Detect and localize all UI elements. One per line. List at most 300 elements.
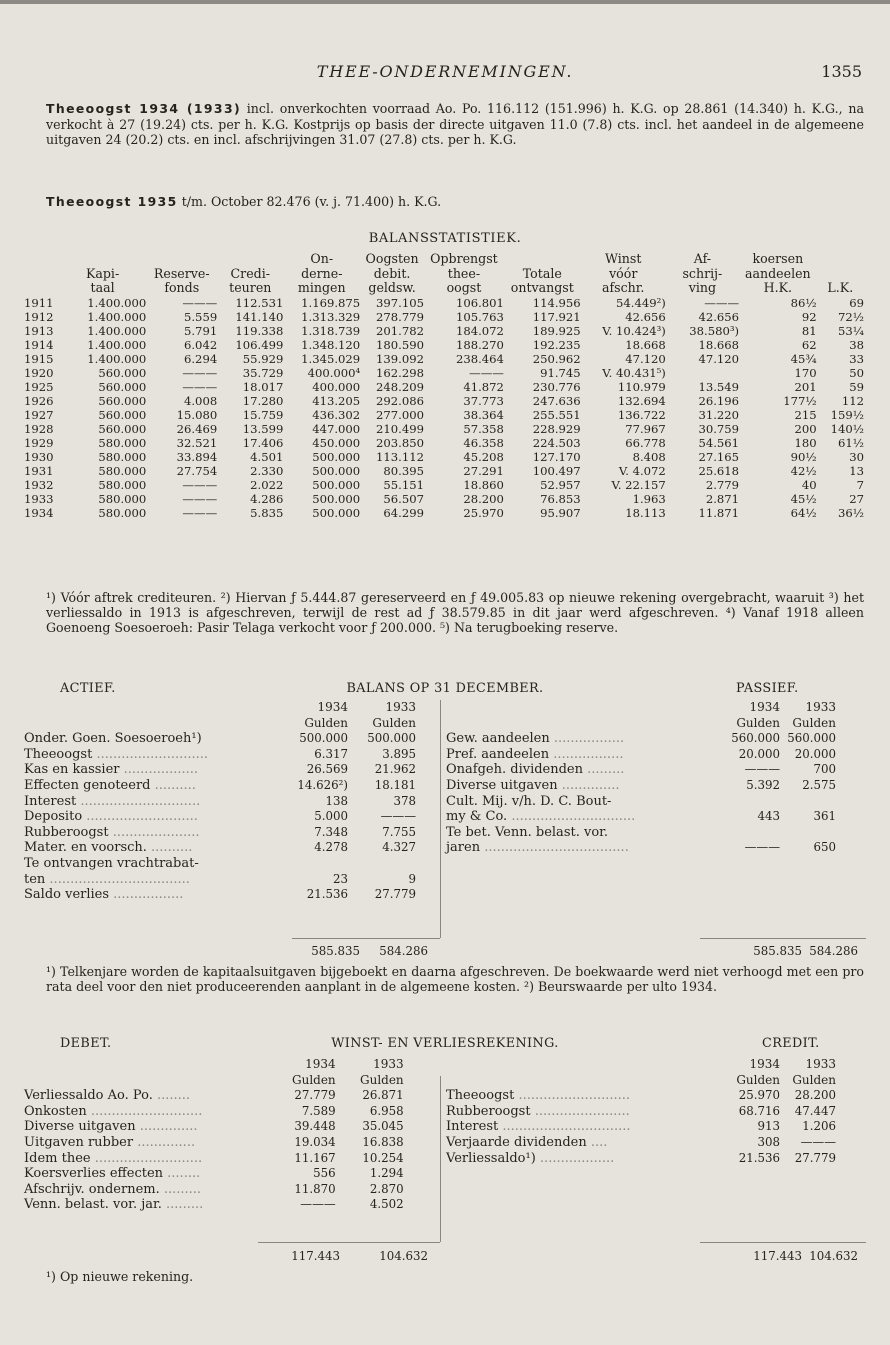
stat-header-cell (24, 281, 59, 296)
credit-dot-leader: ............................... (498, 1119, 631, 1135)
debet-row (24, 1135, 404, 1151)
stat-cell: 40 (801, 477, 817, 492)
stat-header-cell: aandeelen (744, 265, 811, 281)
debet-dot-leader: .............. (133, 1134, 196, 1150)
debet-amount-a: 11.870 (294, 1181, 336, 1196)
credit-year-b: 1933 (805, 1057, 836, 1071)
passief-dot-leader: ................. (549, 746, 624, 762)
debet-label: Idem thee (24, 1150, 91, 1166)
stat-header-row (24, 252, 864, 267)
actief-amount-a: 23 (332, 871, 348, 886)
passief-amount-a: 20.000 (738, 746, 780, 761)
credit-total-b: 104.632 (809, 1249, 858, 1263)
actief-amount-b: 378 (393, 793, 416, 808)
debet-total-b: 104.632 (379, 1249, 428, 1263)
actief-amount-b: 4.327 (382, 840, 416, 855)
stat-row-1932 (24, 478, 864, 492)
stat-year: 1915 (24, 351, 54, 366)
stat-header-cell: Opbrengst (430, 251, 498, 266)
passief-amount-b (780, 794, 836, 810)
stat-cell: 580.000 (98, 477, 147, 492)
stat-cell: 27 (849, 491, 864, 506)
stat-cell: 119.338 (235, 323, 284, 338)
passief-label: jaren (446, 840, 481, 856)
stat-cell: 11.871 (698, 505, 740, 520)
actief-label-cell (24, 825, 292, 841)
credit-label: Verliessaldo¹) (446, 1150, 536, 1166)
passief-dot-leader: ......... (583, 762, 625, 778)
passief-amount-a: 443 (757, 809, 780, 824)
passief-label: PASSIEF. (736, 681, 799, 696)
credit-label-cell (446, 1088, 728, 1104)
stat-cell: 45¾ (790, 351, 817, 366)
passief-row (446, 809, 836, 825)
intro-text-1: incl. onverkochten voorraad Ao. Po. 116.112 (151.996) h. K.G. op 28.861 (14.340) h. K.G., na verkocht à 27 (19.24) cts. per h. K.G. Kostprijs op basis der directe uitgaven 11.0 (7.8) cts. incl. het aandeel in de algemeene uitgaven 24 (20.2) cts. en incl. afschrijvingen 31.07 (27.8) cts. per h. K.G. (46, 101, 864, 147)
passief-unit-a: Gulden (736, 715, 780, 730)
stat-header-cell: derne- (301, 265, 343, 281)
stat-cell: 180 (794, 435, 817, 450)
actief-table (24, 700, 416, 903)
actief-dot-leader: .......... (146, 840, 193, 856)
passief-amount-a (728, 825, 780, 841)
stat-cell: 6.294 (184, 351, 218, 366)
credit-label-cell (446, 1104, 728, 1120)
credit-label-cell (446, 1151, 728, 1167)
stat-cell: 4.286 (250, 491, 284, 506)
stat-header-cell (504, 252, 581, 267)
stat-cell: 76.853 (540, 491, 581, 506)
passief-label: Cult. Mij. v/h. D. C. Bout- (446, 793, 612, 809)
actief-label-cell (24, 778, 292, 794)
debet-dot-leader: ......... (159, 1181, 202, 1197)
passief-amount-a (728, 794, 780, 810)
stat-year: 1920 (24, 365, 54, 380)
stat-cell: 140½ (830, 421, 864, 436)
stat-cell: 27.754 (176, 463, 218, 478)
stat-row-1934 (24, 506, 864, 520)
actief-amount-b: ——— (380, 809, 416, 824)
debet-amount-a: 556 (313, 1166, 336, 1181)
stat-cell: 15.080 (176, 407, 218, 422)
winst-title: WINST- EN VERLIESREKENING. (331, 1036, 559, 1051)
stat-cell: 66.778 (625, 435, 666, 450)
credit-row (446, 1088, 836, 1104)
stat-cell (666, 366, 739, 380)
debet-label: Venn. belast. vor. jar. (24, 1197, 162, 1213)
credit-amount-a: 308 (757, 1134, 780, 1149)
passief-dot-leader: .............. (557, 777, 620, 793)
passief-amount-a: ——— (744, 762, 780, 777)
stat-cell: 4.501 (250, 449, 284, 464)
actief-label-cell (24, 840, 292, 856)
stat-header-cell: thee- (447, 265, 481, 281)
stat-header-cell: Winst (605, 251, 642, 266)
stat-cell: 277.000 (376, 407, 424, 422)
stat-header-cell: Reserve- (153, 265, 210, 281)
debet-label: Onkosten (24, 1103, 87, 1119)
actief-amount-b: 3.895 (382, 746, 416, 761)
stat-cell: 80.395 (383, 463, 424, 478)
credit-label: Interest (446, 1119, 499, 1135)
credit-label: Rubberoogst (446, 1103, 531, 1119)
passief-label-cell (446, 809, 728, 825)
debet-label: Afschrijv. ondernem. (24, 1181, 160, 1197)
passief-amount-b: 560.000 (787, 731, 836, 746)
stat-cell: 560.000 (98, 421, 147, 436)
stat-header-cell: schrij- (682, 265, 723, 281)
stat-cell: 400.000 (312, 379, 361, 394)
stat-header-cell (817, 252, 864, 267)
stat-cell: 18.668 (698, 337, 740, 352)
stat-header-cell: L.K. (827, 280, 854, 295)
stat-header-cell (59, 252, 146, 267)
actief-label: Rubberoogst (24, 824, 109, 840)
stat-cell: 210.499 (376, 421, 424, 436)
stat-cell: 132.694 (617, 393, 666, 408)
stat-cell: 28.200 (463, 491, 504, 506)
stat-header-row (24, 281, 864, 296)
actief-row (24, 762, 416, 778)
stat-cell: 1.400.000 (87, 351, 147, 366)
stat-cell: 500.000 (312, 505, 361, 520)
passief-amount-b: 20.000 (794, 746, 836, 761)
credit-amount-a: 25.970 (738, 1088, 780, 1103)
stat-header-cell: taal (90, 280, 115, 295)
credit-row (446, 1151, 836, 1167)
stat-cell: V. 10.424³) (602, 323, 666, 338)
credit-dot-leader: ....................... (530, 1103, 630, 1119)
stat-cell: 177½ (783, 393, 817, 408)
stat-row-1913 (24, 324, 864, 338)
actief-amount-b: 27.779 (374, 887, 416, 902)
debet-amount-a: 7.589 (301, 1103, 336, 1118)
stat-header-cell (217, 252, 283, 267)
actief-amount-a: 4.278 (314, 840, 348, 855)
passief-row (446, 794, 836, 810)
debet-row (24, 1182, 404, 1198)
actief-total-b: 584.286 (379, 944, 428, 958)
stat-cell: 580.000 (98, 449, 147, 464)
actief-label: Saldo verlies (24, 887, 110, 903)
stat-cell: 224.503 (532, 435, 581, 450)
stat-year: 1933 (24, 491, 54, 506)
actief-label-cell (24, 856, 292, 872)
stat-cell: 55.151 (383, 477, 424, 492)
passief-amount-a: ——— (744, 840, 780, 855)
stat-cell: 5.559 (184, 309, 218, 324)
debet-unit-b: Gulden (360, 1072, 404, 1087)
debet-label-cell (24, 1197, 292, 1213)
passief-row (446, 825, 836, 841)
stat-cell: 184.072 (455, 323, 504, 338)
stat-cell: 33 (849, 351, 864, 366)
stat-cell: 580.000 (98, 435, 147, 450)
stat-header-cell: Credi- (230, 265, 271, 281)
stat-cell: 47.120 (698, 351, 740, 366)
stat-cell: 580.000 (98, 491, 147, 506)
stat-row-1933 (24, 492, 864, 506)
debet-label-cell (24, 1166, 292, 1182)
stat-cell: 38.580³) (689, 323, 740, 338)
passief-label-cell (446, 762, 728, 778)
debet-amount-a: 27.779 (294, 1088, 336, 1103)
stat-cell: V. 40.431⁵) (602, 365, 666, 380)
credit-row (446, 1119, 836, 1135)
stat-year: 1932 (24, 477, 54, 492)
actief-label: Mater. en voorsch. (24, 840, 147, 856)
credit-amount-a: 21.536 (738, 1150, 780, 1165)
stat-cell: 95.907 (540, 505, 581, 520)
debet-total-a: 117.443 (291, 1249, 340, 1263)
stat-cell: 38 (849, 337, 864, 352)
stat-cell: 90½ (790, 449, 817, 464)
actief-row (24, 840, 416, 856)
stat-cell: 18.017 (242, 379, 284, 394)
actief-label: Onder. Goen. Soesoeroeh¹) (24, 731, 202, 747)
credit-label: CREDIT. (762, 1036, 820, 1051)
stat-row-1915 (24, 352, 864, 366)
debet-table (24, 1057, 404, 1213)
passief-label: Gew. aandeelen (446, 731, 550, 747)
stat-cell: ——— (182, 505, 218, 520)
stat-cell: 64½ (790, 505, 817, 520)
debet-dot-leader: .......................... (90, 1150, 203, 1166)
stat-cell: 560.000 (98, 407, 147, 422)
stat-cell: 200 (794, 421, 817, 436)
passief-label-cell (446, 840, 728, 856)
stat-cell: 30 (849, 449, 864, 464)
actief-year-a: 1934 (317, 700, 348, 714)
actief-unit-b: Gulden (372, 715, 416, 730)
debet-unit-a: Gulden (292, 1072, 336, 1087)
stat-cell: 32.521 (176, 435, 218, 450)
intro-lead-1: Theeoogst 1934 (1933) (46, 101, 242, 116)
passief-total-rule (700, 938, 866, 939)
credit-label-cell (446, 1119, 728, 1135)
actief-dot-leader: .................................. (45, 871, 190, 887)
stat-row-1930 (24, 450, 864, 464)
stat-cell: 400.000⁴ (307, 365, 361, 380)
stat-year: 1912 (24, 309, 54, 324)
passief-amount-b: 700 (813, 762, 836, 777)
stat-year: 1925 (24, 379, 54, 394)
passief-row (446, 747, 836, 763)
actief-dot-leader: ............................. (76, 793, 201, 809)
credit-amount-b: 28.200 (794, 1088, 836, 1103)
stat-cell: 50 (849, 365, 864, 380)
credit-table (446, 1057, 836, 1166)
actief-amount-a: 5.000 (314, 809, 348, 824)
stat-cell: 59 (849, 379, 864, 394)
stat-cell: 2.330 (250, 463, 284, 478)
stat-year: 1927 (24, 407, 54, 422)
debet-label: DEBET. (60, 1036, 112, 1051)
debet-row (24, 1088, 404, 1104)
stat-cell: 18.113 (625, 505, 666, 520)
page-title: THEE-ONDERNEMINGEN. (316, 62, 574, 81)
passief-label: Pref. aandeelen (446, 746, 550, 762)
stat-cell: 4.008 (184, 393, 218, 408)
stat-header-cell (817, 267, 864, 282)
stat-cell: 114.956 (532, 295, 581, 310)
debet-row (24, 1197, 404, 1213)
stat-cell: 112.531 (235, 295, 284, 310)
stat-cell: 201 (794, 379, 817, 394)
stat-row-1912 (24, 310, 864, 324)
actief-row (24, 778, 416, 794)
credit-amount-b: 1.206 (802, 1119, 836, 1134)
actief-label-cell (24, 809, 292, 825)
actief-row (24, 856, 416, 872)
stat-row-1926 (24, 394, 864, 408)
actief-label-cell (24, 762, 292, 778)
actief-amount-b: 500.000 (367, 731, 416, 746)
actief-amount-a: 14.626²) (297, 777, 348, 792)
scan-edge (0, 0, 890, 4)
stat-header-cell: Oogsten (365, 251, 419, 266)
stat-cell: 54.561 (698, 435, 740, 450)
debet-dot-leader: ........ (152, 1088, 191, 1104)
debet-year-b: 1933 (373, 1057, 404, 1071)
debet-dot-leader: ......... (161, 1197, 204, 1213)
passief-year-a: 1934 (749, 700, 780, 714)
debet-row (24, 1166, 404, 1182)
debet-row (24, 1119, 404, 1135)
stat-cell: 27.165 (698, 449, 740, 464)
stat-year: 1926 (24, 393, 54, 408)
stat-cell: 112 (841, 393, 864, 408)
passief-row (446, 778, 836, 794)
actief-year-b: 1933 (385, 700, 416, 714)
actief-row (24, 872, 416, 888)
actief-label: Te ontvangen vrachtrabat- (24, 855, 199, 871)
actief-row (24, 731, 416, 747)
stat-cell: 1.400.000 (87, 309, 147, 324)
stat-year: 1930 (24, 449, 54, 464)
stat-cell: 247.636 (532, 393, 581, 408)
stat-cell: 5.791 (184, 323, 218, 338)
stat-cell: 215 (794, 407, 817, 422)
stat-cell: 1.400.000 (87, 323, 147, 338)
stat-cell: 1.345.029 (301, 351, 361, 366)
debet-label-cell (24, 1135, 292, 1151)
stat-cell: 62 (801, 337, 817, 352)
stat-cell: 180.590 (376, 337, 424, 352)
actief-label: Interest (24, 793, 77, 809)
stat-cell: 33.894 (176, 449, 218, 464)
actief-dot-leader: ........................... (92, 746, 209, 762)
actief-dot-leader: .................. (119, 762, 199, 778)
credit-dot-leader: ........................... (514, 1088, 631, 1104)
stat-cell: 278.779 (376, 309, 424, 324)
passief-amount-b (780, 825, 836, 841)
balansstatistiek-footnote: ¹) Vóór aftrek crediteuren. ²) Hiervan ƒ 5.444.87 gereserveerd en ƒ 49.005.83 op nieuwe rekening overgebracht, waaruit ³) het verliessaldo in 1913 is afgeschreven, terwijl de rest ad ƒ 38.579.85 in dit jaar werd afgeschreven. ⁴) Vanaf 1918 alleen Goenoeng Soesoeroeh: Pasir Telaga verkocht voor ƒ 200.000. ⁵) Na terugboeking reserve. (46, 590, 864, 635)
credit-total-rule (700, 1242, 866, 1243)
passief-year-b: 1933 (805, 700, 836, 714)
credit-label: Theeoogst (446, 1088, 515, 1104)
stat-cell: 397.105 (376, 295, 424, 310)
stat-cell: 110.979 (617, 379, 666, 394)
stat-cell: 1.318.739 (301, 323, 361, 338)
passief-label-cell (446, 747, 728, 763)
stat-cell: 127.170 (532, 449, 581, 464)
stat-cell: 41.872 (463, 379, 504, 394)
stat-row-1925 (24, 380, 864, 394)
stat-year: 1928 (24, 421, 54, 436)
stat-cell: 500.000 (312, 491, 361, 506)
passief-table (446, 700, 836, 856)
credit-unit-b: Gulden (792, 1072, 836, 1087)
credit-dot-leader: .... (586, 1134, 608, 1150)
passief-total-b: 584.286 (809, 944, 858, 958)
actief-label: Effecten genoteerd (24, 777, 151, 793)
stat-header-cell: koersen (752, 251, 804, 266)
stat-cell: 500.000 (312, 449, 361, 464)
actief-label-cell (24, 731, 292, 747)
debet-label-cell (24, 1088, 292, 1104)
stat-cell: 248.209 (376, 379, 424, 394)
stat-cell: 15.759 (242, 407, 284, 422)
stat-year: 1934 (24, 505, 54, 520)
stat-cell: 560.000 (98, 365, 147, 380)
stat-cell: 13.599 (242, 421, 284, 436)
running-header (0, 62, 890, 84)
passief-label: Diverse uitgaven (446, 777, 558, 793)
stat-cell: 36½ (838, 505, 864, 520)
credit-label-cell (446, 1135, 728, 1151)
stat-cell: 42.656 (625, 309, 666, 324)
stat-cell: 27.291 (463, 463, 504, 478)
balansstatistiek-table (24, 252, 864, 520)
stat-header-cell: vóór (609, 265, 638, 281)
debet-amount-b: 6.958 (369, 1103, 404, 1118)
stat-cell: 6.042 (184, 337, 218, 352)
stat-cell: 436.302 (312, 407, 361, 422)
stat-header-row (24, 267, 864, 282)
actief-amount-a: 500.000 (299, 731, 348, 746)
stat-cell: 64.299 (383, 505, 424, 520)
passief-row (446, 840, 836, 856)
stat-cell: 92 (801, 309, 817, 324)
credit-amount-a: 68.716 (738, 1103, 780, 1118)
stat-cell: 450.000 (312, 435, 361, 450)
debet-total-rule (258, 1242, 440, 1243)
actief-label-cell (24, 747, 292, 763)
intro-text-2: t/m. October 82.476 (v. j. 71.400) h. K.G. (181, 194, 442, 209)
stat-cell: 1.963 (632, 491, 666, 506)
actief-amount-a: 138 (325, 793, 348, 808)
stat-row-1911 (24, 296, 864, 310)
credit-amount-b: 47.447 (794, 1103, 836, 1118)
actief-label-cell (24, 872, 292, 888)
stat-cell: ——— (704, 295, 740, 310)
actief-amount-b: 9 (408, 871, 416, 886)
stat-header-cell (24, 267, 59, 282)
debet-amount-a: 39.448 (294, 1119, 336, 1134)
actief-amount-a: 6.317 (314, 746, 348, 761)
stat-cell: 8.408 (632, 449, 666, 464)
stat-cell: 13.549 (698, 379, 740, 394)
stat-row-1914 (24, 338, 864, 352)
passief-dot-leader: ................. (549, 731, 625, 747)
actief-row (24, 809, 416, 825)
balansstatistiek-title: BALANSSTATISTIEK. (368, 231, 522, 246)
stat-cell: 500.000 (312, 463, 361, 478)
stat-cell: 57.358 (463, 421, 504, 436)
actief-amount-b: 7.755 (382, 824, 416, 839)
actief-amount-b: 21.962 (374, 762, 416, 777)
credit-total-a: 117.443 (753, 1249, 802, 1263)
